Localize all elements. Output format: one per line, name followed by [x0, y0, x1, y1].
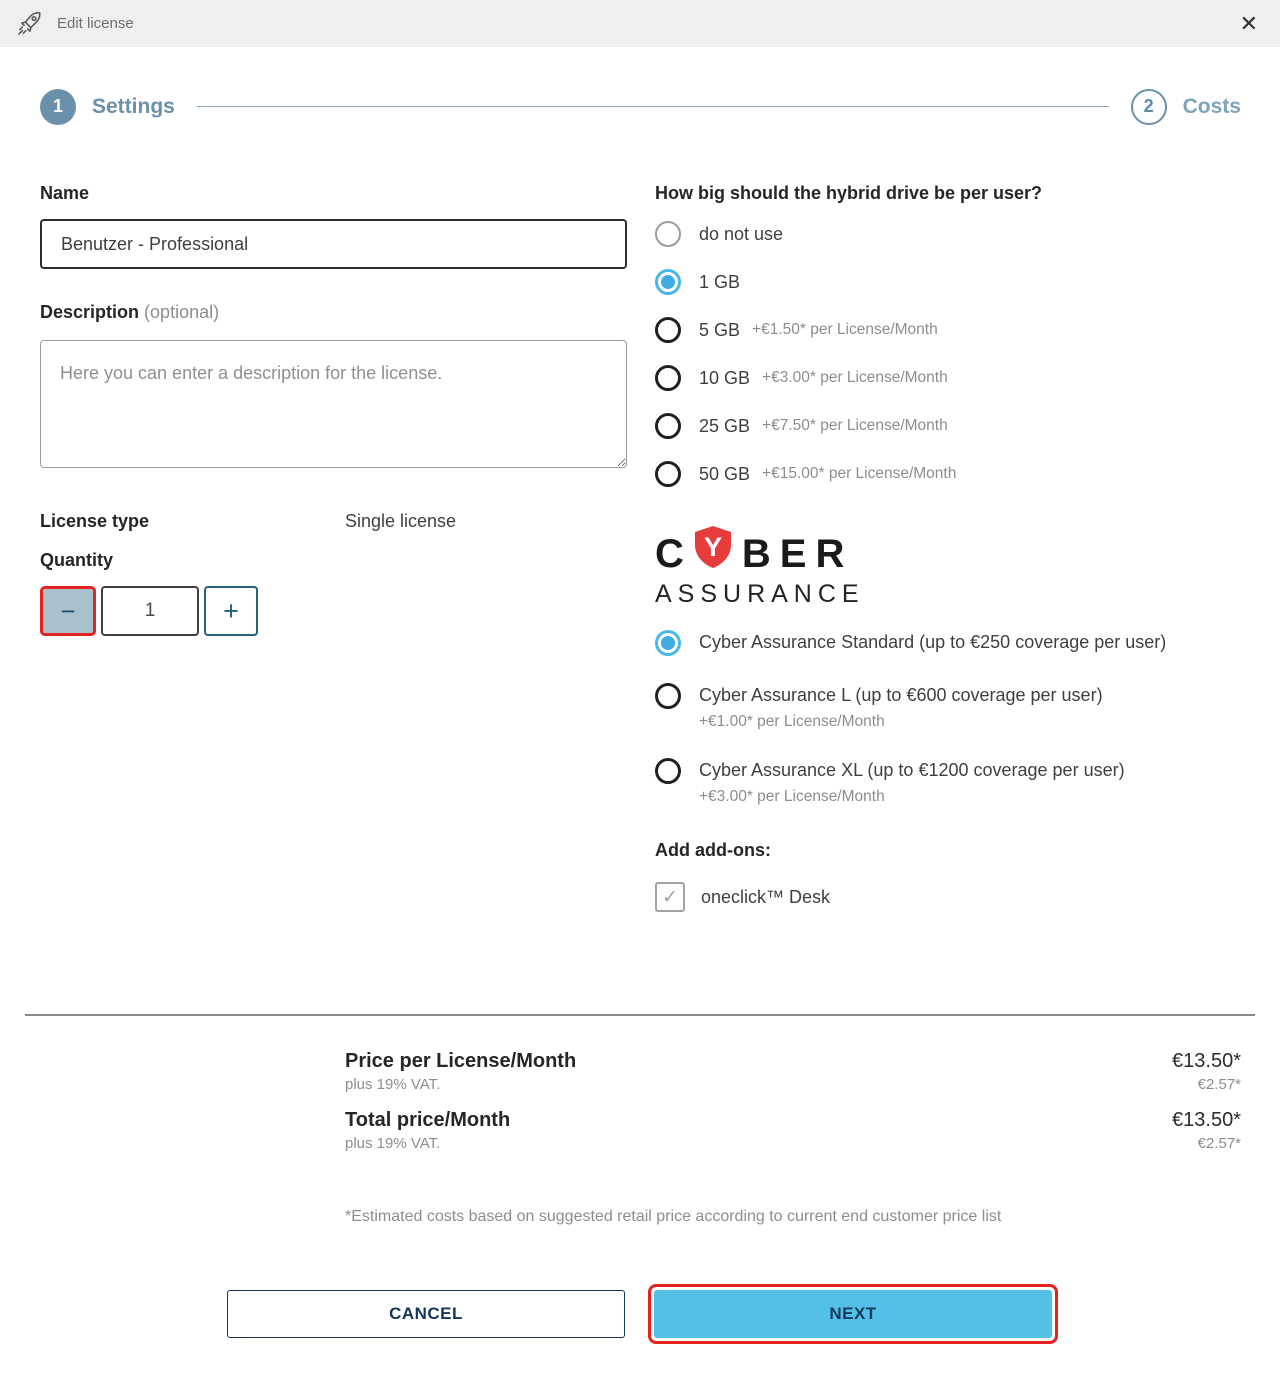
quantity-label: Quantity	[40, 550, 114, 570]
drive-option-price-note: +€3.00* per License/Month	[762, 369, 948, 386]
checkbox-checked-icon[interactable]	[655, 882, 685, 912]
logo-letters-ber: BER	[741, 531, 854, 576]
description-label-text: Description	[40, 302, 140, 322]
drive-size-options	[655, 221, 1241, 487]
drive-option-label: 10 GB	[699, 367, 751, 388]
description-optional-hint: (optional)	[144, 302, 220, 322]
radio-icon	[655, 461, 681, 487]
wizard-stepper	[40, 88, 1241, 125]
radio-icon	[655, 221, 681, 247]
vat-value: €2.57*	[1197, 1135, 1241, 1152]
vat-value: €2.57*	[1197, 1076, 1241, 1093]
addon-label: oneclick™ Desk	[701, 886, 831, 907]
dialog-header	[0, 0, 1280, 47]
stepper-connector-line	[197, 106, 1109, 107]
drive-option-label: 50 GB	[699, 463, 751, 484]
step-settings[interactable]	[40, 89, 175, 125]
license-type-row	[40, 511, 627, 533]
drive-option-price-note: +€7.50* per License/Month	[762, 417, 948, 434]
price-per-license-label: Price per License/Month	[345, 1050, 577, 1072]
drive-option-label: 5 GB	[699, 319, 741, 340]
radio-icon	[655, 683, 681, 709]
assurance-option-price-note: +€1.00* per License/Month	[699, 713, 885, 730]
total-price-label: Total price/Month	[345, 1109, 511, 1131]
summary-divider	[25, 1014, 1255, 1016]
dialog-title: Edit license	[57, 15, 134, 32]
description-label	[40, 302, 627, 323]
next-button-highlight	[648, 1284, 1058, 1344]
vat-note: plus 19% VAT.	[345, 1135, 441, 1152]
cyber-assurance-logo	[655, 529, 1241, 609]
assurance-option-label: Cyber Assurance Standard (up to €250 coverage per user)	[699, 632, 1167, 652]
next-button[interactable]: NEXT	[654, 1290, 1052, 1338]
cyber-assurance-options	[655, 629, 1241, 806]
step-costs[interactable]	[1131, 89, 1241, 125]
estimate-footnote: *Estimated costs based on suggested retail price according to current end customer price list	[345, 1208, 1002, 1225]
drive-option-label: 1 GB	[699, 271, 741, 292]
drive-option-label: do not use	[699, 223, 784, 244]
drive-option-1gb[interactable]	[655, 269, 1241, 295]
radio-icon	[655, 413, 681, 439]
radio-icon	[655, 758, 681, 784]
drive-option-5gb[interactable]	[655, 317, 1241, 343]
settings-left-column	[40, 183, 627, 636]
vat-note: plus 19% VAT.	[345, 1076, 441, 1093]
step-1-circle: 1	[40, 89, 76, 125]
quantity-decrease-button[interactable]	[40, 586, 96, 636]
radio-icon	[655, 365, 681, 391]
assurance-option-standard[interactable]	[655, 629, 1241, 656]
check-icon: ✓	[662, 886, 678, 908]
rocket-icon	[16, 10, 43, 37]
addon-oneclick-desk[interactable]	[655, 882, 1241, 912]
license-type-value: Single license	[345, 511, 457, 531]
description-textarea[interactable]	[40, 340, 627, 468]
license-type-label: License type	[40, 511, 150, 531]
addons-label: Add add-ons:	[655, 840, 771, 860]
assurance-option-label: Cyber Assurance XL (up to €1200 coverage per user)	[699, 760, 1125, 780]
close-icon[interactable]: ✕	[1234, 11, 1264, 37]
cyber-assurance-logo-top	[655, 529, 1241, 579]
radio-icon	[655, 317, 681, 343]
settings-right-column	[655, 183, 1241, 912]
drive-option-price-note: +€15.00* per License/Month	[762, 465, 957, 482]
drive-option-25gb[interactable]	[655, 413, 1241, 439]
total-price-value: €13.50*	[1172, 1109, 1241, 1131]
quantity-input[interactable]	[101, 586, 199, 636]
assurance-option-xl[interactable]	[655, 757, 1241, 806]
name-label: Name	[40, 183, 90, 203]
drive-option-label: 25 GB	[699, 415, 751, 436]
radio-selected-icon	[655, 630, 681, 656]
logo-shield-letter: Y	[703, 532, 722, 562]
logo-letter-c: C	[655, 531, 684, 576]
step-2-circle: 2	[1131, 89, 1167, 125]
radio-selected-icon	[655, 269, 681, 295]
assurance-option-price-note: +€3.00* per License/Month	[699, 788, 885, 805]
drive-option-10gb[interactable]	[655, 365, 1241, 391]
hybrid-drive-question: How big should the hybrid drive be per user?	[655, 183, 1043, 203]
step-2-label: Costs	[1182, 94, 1241, 118]
plus-icon: +	[223, 595, 239, 626]
price-summary	[345, 1050, 1241, 1168]
shield-icon	[693, 525, 733, 579]
price-per-license-value: €13.50*	[1172, 1050, 1241, 1072]
assurance-option-l[interactable]	[655, 682, 1241, 731]
cancel-button[interactable]: CANCEL	[227, 1290, 625, 1338]
assurance-option-label: Cyber Assurance L (up to €600 coverage per user)	[699, 685, 1103, 705]
logo-assurance-text: ASSURANCE	[655, 580, 865, 608]
minus-icon: −	[60, 595, 76, 626]
quantity-increase-button[interactable]	[204, 586, 258, 636]
drive-option-do-not-use[interactable]	[655, 221, 1241, 247]
quantity-stepper	[40, 586, 627, 636]
drive-option-price-note: +€1.50* per License/Month	[752, 321, 938, 338]
step-1-label: Settings	[92, 94, 175, 118]
drive-option-50gb[interactable]	[655, 461, 1241, 487]
name-input[interactable]	[40, 219, 627, 269]
